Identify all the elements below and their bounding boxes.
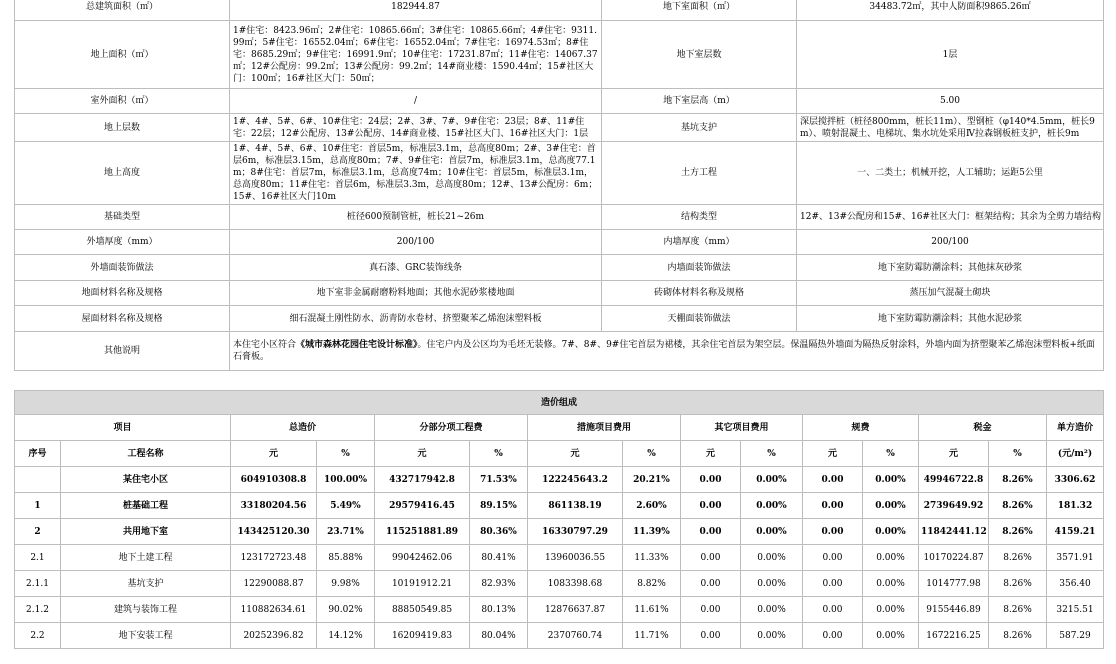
info-value: 34483.72㎡，其中人防面积9865.26㎡ (797, 0, 1104, 21)
cost-value: 100.00% (317, 467, 375, 493)
header-pct: % (470, 441, 528, 467)
cost-value: 1083398.68 (528, 571, 623, 597)
cost-composition-table (14, 390, 1104, 649)
info-label: 地面材料名称及规格 (15, 281, 230, 306)
cost-value: 0.00 (681, 623, 741, 649)
cost-value: 90.02% (317, 597, 375, 623)
cost-value: 0.00 (681, 571, 741, 597)
cost-value: 3306.62 (1047, 467, 1104, 493)
cost-value: 122245643.2 (528, 467, 623, 493)
cost-row (15, 571, 1104, 597)
cost-value: 85.88% (317, 545, 375, 571)
info-label: 基础类型 (15, 205, 230, 230)
cost-value: 13960036.55 (528, 545, 623, 571)
cost-value: 1014777.98 (919, 571, 989, 597)
cost-seq: 1 (15, 493, 61, 519)
header-yuan: 元 (375, 441, 470, 467)
cost-value: 604910308.8 (231, 467, 317, 493)
cost-seq: 2 (15, 519, 61, 545)
other-post: 。住宅户内及公区均为毛坯无装修。7#、8#、9#住宅首层为裙楼，其余住宅首层为架空层。保温隔热外墙面为隔热反射涂料，外墙内面为挤塑聚苯乙烯泡沫塑料板+纸面石膏板。 (233, 340, 1095, 362)
header-item: 项目 (15, 415, 231, 441)
info-value: 5.00 (797, 89, 1104, 114)
info-row (15, 205, 1104, 230)
project-info-table (14, 0, 1104, 371)
header-yuan: 元 (528, 441, 623, 467)
cost-value: 0.00% (741, 545, 803, 571)
info-label: 内墙厚度（mm） (602, 230, 797, 255)
cost-value: 12290088.87 (231, 571, 317, 597)
header-qita: 其它项目费用 (681, 415, 803, 441)
cost-value: 20252396.82 (231, 623, 317, 649)
cost-value: 0.00% (863, 571, 919, 597)
header-shuijin: 税金 (919, 415, 1047, 441)
cost-seq (15, 467, 61, 493)
cost-value: 20.21% (623, 467, 681, 493)
info-value: 地下室防霉防潮涂料；其他水泥砂浆 (797, 306, 1104, 332)
other-standard: 《城市森林花园住宅设计标准》 (296, 340, 418, 350)
other-label: 其他说明 (15, 332, 230, 371)
header-pct: % (741, 441, 803, 467)
cost-row (15, 623, 1104, 649)
cost-value: 356.40 (1047, 571, 1104, 597)
header-total: 总造价 (231, 415, 375, 441)
cost-value: 110882634.61 (231, 597, 317, 623)
cost-value: 14.12% (317, 623, 375, 649)
cost-header-row-1 (15, 415, 1104, 441)
info-value: 1#、4#、5#、6#、10#住宅：首层5m，标准层3.1m，总高度80m；2#、3#住宅：首层6m，标准层3.15m，总高度80m；7#、9#住宅：首层7m，标准层3.1m，总高度77.1m；8#住宅：首层7m，标准层3.1m，总高度74m；10#住宅：首层5m，标准层3.1m，总高度80m；11#住宅：首层6m，标准层3.3m，总高度80m；12#、13#公配房：6m；15#、16#社区大门10m (230, 142, 602, 205)
cost-value: 861138.19 (528, 493, 623, 519)
info-value: 地下室非金属耐磨粉料地面；其他水泥砂浆楼地面 (230, 281, 602, 306)
cost-value: 0.00% (741, 571, 803, 597)
cost-value: 8.26% (989, 467, 1047, 493)
cost-value: 9155446.89 (919, 597, 989, 623)
cost-value: 80.13% (470, 597, 528, 623)
cost-value: 9.98% (317, 571, 375, 597)
cost-value: 0.00 (681, 519, 741, 545)
cost-value: 4159.21 (1047, 519, 1104, 545)
info-label: 外墙厚度（mm） (15, 230, 230, 255)
header-fenbu: 分部分项工程费 (375, 415, 528, 441)
cost-value: 0.00% (741, 597, 803, 623)
cost-name: 某住宅小区 (61, 467, 231, 493)
cost-value: 29579416.45 (375, 493, 470, 519)
cost-value: 12876637.87 (528, 597, 623, 623)
header-pct: % (623, 441, 681, 467)
cost-value: 0.00 (803, 493, 863, 519)
cost-value: 3571.91 (1047, 545, 1104, 571)
cost-value: 0.00% (863, 545, 919, 571)
cost-value: 10191912.21 (375, 571, 470, 597)
cost-value: 0.00 (681, 467, 741, 493)
cost-value: 432717942.8 (375, 467, 470, 493)
cost-value: 0.00% (863, 493, 919, 519)
cost-value: 0.00 (803, 597, 863, 623)
header-pct: % (317, 441, 375, 467)
cost-value: 11.71% (623, 623, 681, 649)
cost-value: 0.00% (741, 519, 803, 545)
info-label: 结构类型 (602, 205, 797, 230)
cost-value: 71.53% (470, 467, 528, 493)
info-value: 182944.87 (230, 0, 602, 21)
cost-value: 8.26% (989, 623, 1047, 649)
cost-row (15, 519, 1104, 545)
cost-name: 地下土建工程 (61, 545, 231, 571)
cost-name: 共用地下室 (61, 519, 231, 545)
info-label: 外墙面装饰做法 (15, 255, 230, 281)
cost-value: 16209419.83 (375, 623, 470, 649)
cost-name: 基坑支护 (61, 571, 231, 597)
header-yuan: 元 (681, 441, 741, 467)
info-value: 蒸压加气混凝土砌块 (797, 281, 1104, 306)
header-yuan: 元 (919, 441, 989, 467)
info-label: 地下室面积（㎡） (602, 0, 797, 21)
info-row (15, 306, 1104, 332)
cost-name: 桩基础工程 (61, 493, 231, 519)
cost-value: 123172723.48 (231, 545, 317, 571)
cost-value: 11.33% (623, 545, 681, 571)
info-row (15, 142, 1104, 205)
cost-value: 8.26% (989, 571, 1047, 597)
info-row (15, 230, 1104, 255)
info-label: 屋面材料名称及规格 (15, 306, 230, 332)
cost-value: 8.26% (989, 493, 1047, 519)
cost-value: 0.00% (741, 493, 803, 519)
info-label: 总建筑面积（㎡） (15, 0, 230, 21)
info-label: 地上面积（㎡） (15, 21, 230, 89)
cost-name: 建筑与装饰工程 (61, 597, 231, 623)
cost-value: 0.00 (803, 545, 863, 571)
cost-value: 16330797.29 (528, 519, 623, 545)
info-value: 12#、13#公配房和15#、16#社区大门：框架结构；其余为全剪力墙结构 (797, 205, 1104, 230)
info-row (15, 255, 1104, 281)
info-label: 内墙面装饰做法 (602, 255, 797, 281)
cost-value: 10170224.87 (919, 545, 989, 571)
other-description (230, 332, 1104, 371)
cost-value: 0.00 (681, 545, 741, 571)
cost-seq: 2.1 (15, 545, 61, 571)
cost-value: 0.00 (681, 493, 741, 519)
other-pre: 本住宅小区符合 (233, 340, 297, 350)
cost-value: 3215.51 (1047, 597, 1104, 623)
cost-row (15, 493, 1104, 519)
info-label: 室外面积（㎡） (15, 89, 230, 114)
cost-value: 0.00 (803, 571, 863, 597)
cost-value: 0.00 (803, 467, 863, 493)
info-value: 真石漆、GRC装饰线条 (230, 255, 602, 281)
header-guifei: 规费 (803, 415, 919, 441)
cost-value: 2739649.92 (919, 493, 989, 519)
info-label: 砖砌体材料名称及规格 (602, 281, 797, 306)
info-value: 1#住宅：8423.96㎡；2#住宅：10865.66㎡；3#住宅：10865.66㎡；4#住宅：9311.99㎡；5#住宅：16552.04㎡；6#住宅：16552.04㎡；7#住宅：16974.53㎡；8#住宅：8685.29㎡；9#住宅：16991.9㎡；10#住宅：17231.87㎡；11#住宅：14067.37㎡；12#公配房：99.2㎡；13#公配房：99.2㎡；14#商业楼：1590.44㎡；15#社区大门：100㎡；16#社区大门：50㎡； (230, 21, 602, 89)
info-value: 细石混凝土刚性防水、沥青防水卷材、挤塑聚苯乙烯泡沫塑料板 (230, 306, 602, 332)
cost-value: 115251881.89 (375, 519, 470, 545)
cost-value: 11.39% (623, 519, 681, 545)
cost-title: 造价组成 (15, 391, 1104, 415)
info-value: 深层搅拌桩（桩径800mm，桩长11m）、型钢桩（φ140*4.5mm，桩长9m）、喷射混凝土、电梯坑、集水坑处采用Ⅳ拉森钢板桩支护，桩长9m (797, 114, 1104, 142)
info-value: 1层 (797, 21, 1104, 89)
cost-value: 0.00 (803, 519, 863, 545)
cost-value: 80.36% (470, 519, 528, 545)
cost-value: 33180204.56 (231, 493, 317, 519)
cost-row (15, 545, 1104, 571)
cost-banner-row (15, 391, 1104, 415)
cost-value: 5.49% (317, 493, 375, 519)
info-label: 土方工程 (602, 142, 797, 205)
cost-value: 0.00 (681, 597, 741, 623)
header-yuan: 元 (803, 441, 863, 467)
cost-row (15, 597, 1104, 623)
cost-value: 8.26% (989, 597, 1047, 623)
cost-value: 82.93% (470, 571, 528, 597)
cost-value: 99042462.06 (375, 545, 470, 571)
cost-value: 80.41% (470, 545, 528, 571)
info-row (15, 114, 1104, 142)
info-value: 200/100 (797, 230, 1104, 255)
cost-row (15, 467, 1104, 493)
cost-header-row-2 (15, 441, 1104, 467)
cost-value: 0.00% (863, 519, 919, 545)
cost-value: 181.32 (1047, 493, 1104, 519)
info-value: 200/100 (230, 230, 602, 255)
info-label: 地下室层数 (602, 21, 797, 89)
header-name: 工程名称 (61, 441, 231, 467)
cost-seq: 2.1.2 (15, 597, 61, 623)
info-label: 天棚面装饰做法 (602, 306, 797, 332)
cost-value: 49946722.8 (919, 467, 989, 493)
cost-value: 0.00% (741, 623, 803, 649)
cost-value: 587.29 (1047, 623, 1104, 649)
header-danfang: 单方造价 (1047, 415, 1104, 441)
info-label: 地上高度 (15, 142, 230, 205)
info-value: 地下室防霉防潮涂料；其他抹灰砂浆 (797, 255, 1104, 281)
info-row (15, 21, 1104, 89)
info-row (15, 0, 1104, 21)
info-value: 一、二类土；机械开挖，人工辅助；运距5公里 (797, 142, 1104, 205)
cost-name: 地下安装工程 (61, 623, 231, 649)
cost-value: 11.61% (623, 597, 681, 623)
cost-seq: 2.2 (15, 623, 61, 649)
cost-value: 88850549.85 (375, 597, 470, 623)
cost-value: 1672216.25 (919, 623, 989, 649)
info-value: 桩径600预制管桩，桩长21~26m (230, 205, 602, 230)
cost-value: 2370760.74 (528, 623, 623, 649)
info-label: 基坑支护 (602, 114, 797, 142)
cost-value: 8.26% (989, 519, 1047, 545)
header-pct: % (989, 441, 1047, 467)
cost-seq: 2.1.1 (15, 571, 61, 597)
info-row (15, 281, 1104, 306)
cost-value: 8.26% (989, 545, 1047, 571)
header-pct: % (863, 441, 919, 467)
cost-value: 0.00% (863, 597, 919, 623)
info-label: 地下室层高（m） (602, 89, 797, 114)
header-yuan: 元 (231, 441, 317, 467)
cost-value: 143425120.30 (231, 519, 317, 545)
cost-value: 0.00% (863, 623, 919, 649)
cost-value: 0.00% (741, 467, 803, 493)
info-label: 地上层数 (15, 114, 230, 142)
header-seq: 序号 (15, 441, 61, 467)
cost-value: 2.60% (623, 493, 681, 519)
cost-value: 23.71% (317, 519, 375, 545)
cost-value: 11842441.12 (919, 519, 989, 545)
info-value: / (230, 89, 602, 114)
info-row-other (15, 332, 1104, 371)
header-unit: (元/m²) (1047, 441, 1104, 467)
info-value: 1#、4#、5#、6#、10#住宅：24层；2#、3#、7#、9#住宅：23层；8#、11#住宅：22层；12#公配房、13#公配房、14#商业楼、15#社区大门、16#社区大门：1层 (230, 114, 602, 142)
cost-value: 80.04% (470, 623, 528, 649)
header-cuoshi: 措施项目费用 (528, 415, 681, 441)
cost-value: 0.00% (863, 467, 919, 493)
cost-value: 0.00 (803, 623, 863, 649)
cost-value: 8.82% (623, 571, 681, 597)
info-row (15, 89, 1104, 114)
cost-value: 89.15% (470, 493, 528, 519)
